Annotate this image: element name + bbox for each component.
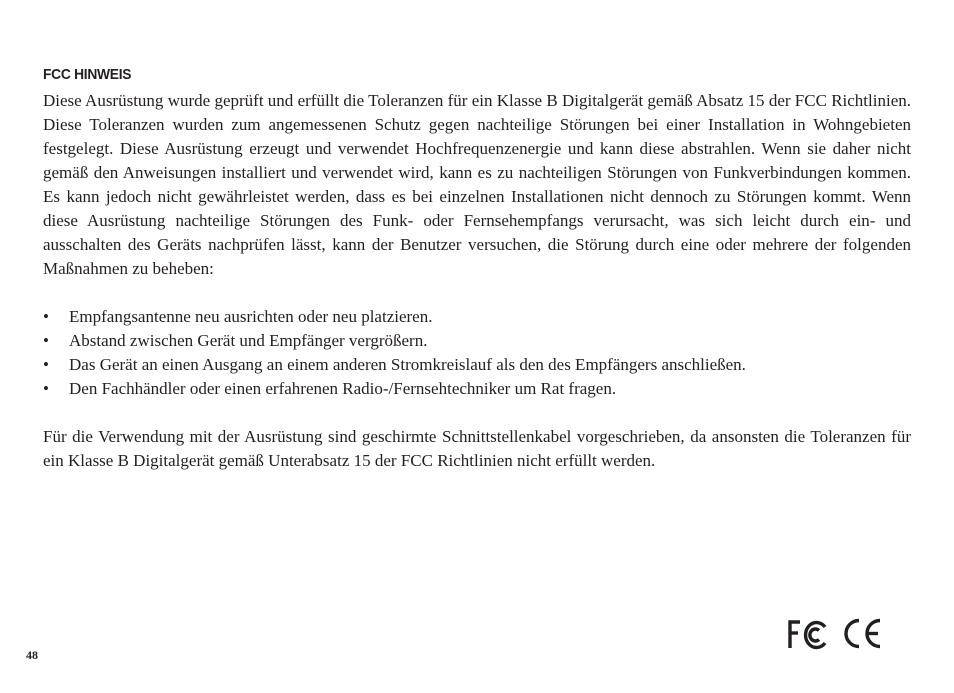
list-item-text: Abstand zwischen Gerät und Empfänger vergrößern. [69, 331, 428, 350]
list-item-text: Den Fachhändler oder einen erfahrenen Radio-/Fernsehtechniker um Rat fragen. [69, 379, 617, 398]
ce-logo-icon [842, 617, 882, 650]
page-number: 48 [26, 648, 38, 662]
bullet-icon: • [43, 307, 49, 326]
cable-paragraph: Für die Verwendung mit der Ausrüstung sind geschirmte Schnittstellenkabel vorgeschrieben, da ansonsten die Toleranzen für ein Klasse B Digitalgerät gemäß Unterabsatz 15 der FCC Richtlinien nicht erfüllt werden. [43, 427, 911, 470]
list-item [43, 305, 911, 329]
measures-list [43, 305, 911, 401]
list-item [43, 329, 911, 353]
section-heading: FCC HINWEIS [43, 66, 132, 83]
fcc-logo-icon [786, 618, 828, 650]
list-item [43, 353, 911, 377]
list-item-text: Das Gerät an einen Ausgang an einem anderen Stromkreislauf als den des Empfängers anschließen. [69, 355, 746, 374]
bullet-icon: • [43, 331, 49, 350]
list-item-text: Empfangsantenne neu ausrichten oder neu platzieren. [69, 307, 433, 326]
intro-paragraph: Diese Ausrüstung wurde geprüft und erfüllt die Toleranzen für ein Klasse B Digitalgerät gemäß Absatz 15 der FCC Richtlinien. Diese Toleranzen wurden zum angemessenen Schutz gegen nachteilige Störungen bei einer Installation in Wohngebieten festgelegt. Diese Ausrüstung erzeugt und verwendet Hochfrequenzenergie und kann diese abstrahlen. Wenn sie daher nicht gemäß den Anweisungen installiert und verwendet wird, kann es zu nachteiligen Störungen von Funkverbindungen kommen. Es kann jedoch nicht gewährleistet werden, dass es bei einzelnen Installationen nicht dennoch zu Störungen kommt. Wenn diese Ausrüstung nachteilige Störungen des Funk- oder Fernsehempfangs verursacht, was sich leicht durch ein- und ausschalten des Geräts nachprüfen lässt, kann der Benutzer versuchen, die Störung durch eine oder mehrere der folgenden Maßnahmen zu beheben: [43, 91, 911, 278]
list-item [43, 377, 911, 401]
bullet-icon: • [43, 379, 49, 398]
bullet-icon: • [43, 355, 49, 374]
